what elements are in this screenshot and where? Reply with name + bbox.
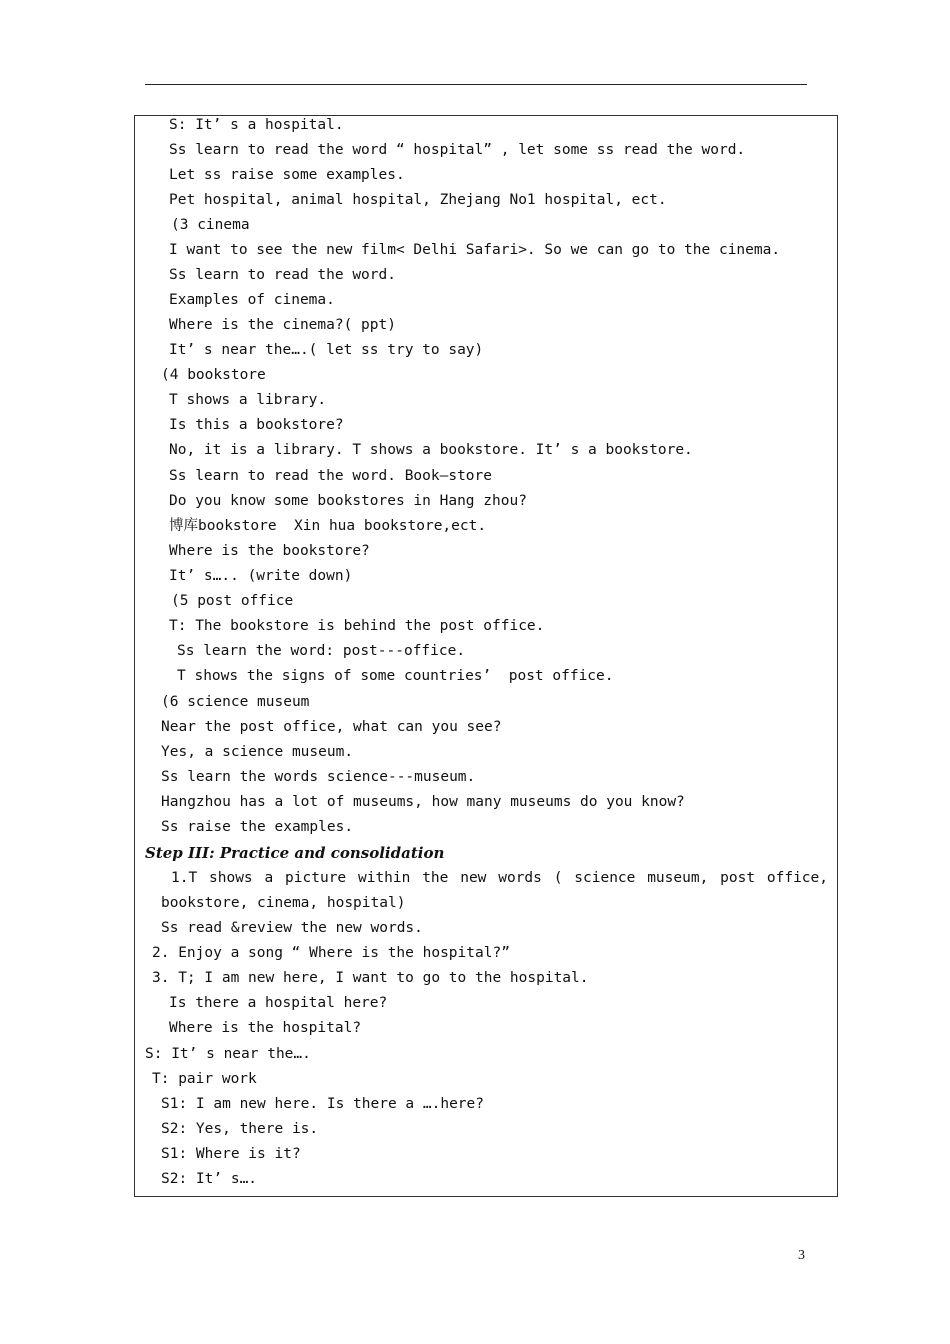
text-line: Where is the cinema?( ppt)	[169, 317, 396, 333]
page-number: 3	[798, 1248, 805, 1263]
text-line: Ss read &review the new words.	[161, 920, 423, 936]
text-line: Ss learn to read the word.	[169, 267, 396, 283]
text-line: Ss learn to read the word. Book—store	[169, 468, 493, 484]
text-line: S2: Yes, there is.	[161, 1121, 319, 1137]
text-line: (6 science museum	[161, 694, 310, 710]
text-line: Ss learn the words science---museum.	[161, 769, 476, 785]
text-line: T shows a library.	[169, 392, 327, 408]
step-heading: Step III: Practice and consolidation	[145, 844, 445, 862]
text-line: 2. Enjoy a song “ Where is the hospital?”	[152, 945, 510, 961]
text-line: S1: Where is it?	[161, 1146, 301, 1162]
text-line: Examples of cinema.	[169, 292, 335, 308]
header-rule	[145, 84, 807, 85]
text-line: (4 bookstore	[161, 367, 266, 383]
text-line: Is there a hospital here?	[169, 995, 388, 1011]
text-line: Near the post office, what can you see?	[161, 719, 502, 735]
text-line: S: It’ s a hospital.	[169, 117, 344, 133]
text-line: T shows the signs of some countries’ post office.	[177, 668, 614, 684]
text-line: It’ s near the….( let ss try to say)	[169, 342, 484, 358]
text-line: No, it is a library. T shows a bookstore. It’ s a bookstore.	[169, 442, 693, 458]
text-line: Do you know some bookstores in Hang zhou?	[169, 493, 527, 509]
text-line: Where is the bookstore?	[169, 543, 370, 559]
text-line: (3 cinema	[171, 217, 250, 233]
text-line: Where is the hospital?	[169, 1020, 362, 1036]
text-line: Is this a bookstore?	[169, 417, 344, 433]
text-line: Yes, a science museum.	[161, 744, 354, 760]
text-line: S: It’ s near the….	[145, 1046, 311, 1062]
text-line: It’ s….. (write down)	[169, 568, 353, 584]
text-line: Ss learn to read the word “ hospital” , let some ss read the word.	[169, 142, 746, 158]
text-line: bookstore, cinema, hospital)	[161, 895, 406, 911]
text-line: T: The bookstore is behind the post office.	[169, 618, 545, 634]
text-line: S2: It’ s….	[161, 1171, 258, 1187]
text-line: I want to see the new film< Delhi Safari>. So we can go to the cinema.	[169, 242, 781, 258]
text-line: 1.T shows a picture within the new words ( science museum, post office,	[171, 870, 828, 886]
text-line: S1: I am new here. Is there a ….here?	[161, 1096, 485, 1112]
text-line: 3. T; I am new here, I want to go to the hospital.	[152, 970, 589, 986]
text-line: 博库bookstore Xin hua bookstore,ect.	[169, 518, 487, 534]
text-line: Hangzhou has a lot of museums, how many museums do you know?	[161, 794, 685, 810]
text-line: T: pair work	[152, 1071, 257, 1087]
text-line: (5 post office	[171, 593, 294, 609]
text-line: Pet hospital, animal hospital, Zhejang No1 hospital, ect.	[169, 192, 667, 208]
text-line: Ss raise the examples.	[161, 819, 354, 835]
text-line: Ss learn the word: post---office.	[177, 643, 466, 659]
text-line: Let ss raise some examples.	[169, 167, 405, 183]
